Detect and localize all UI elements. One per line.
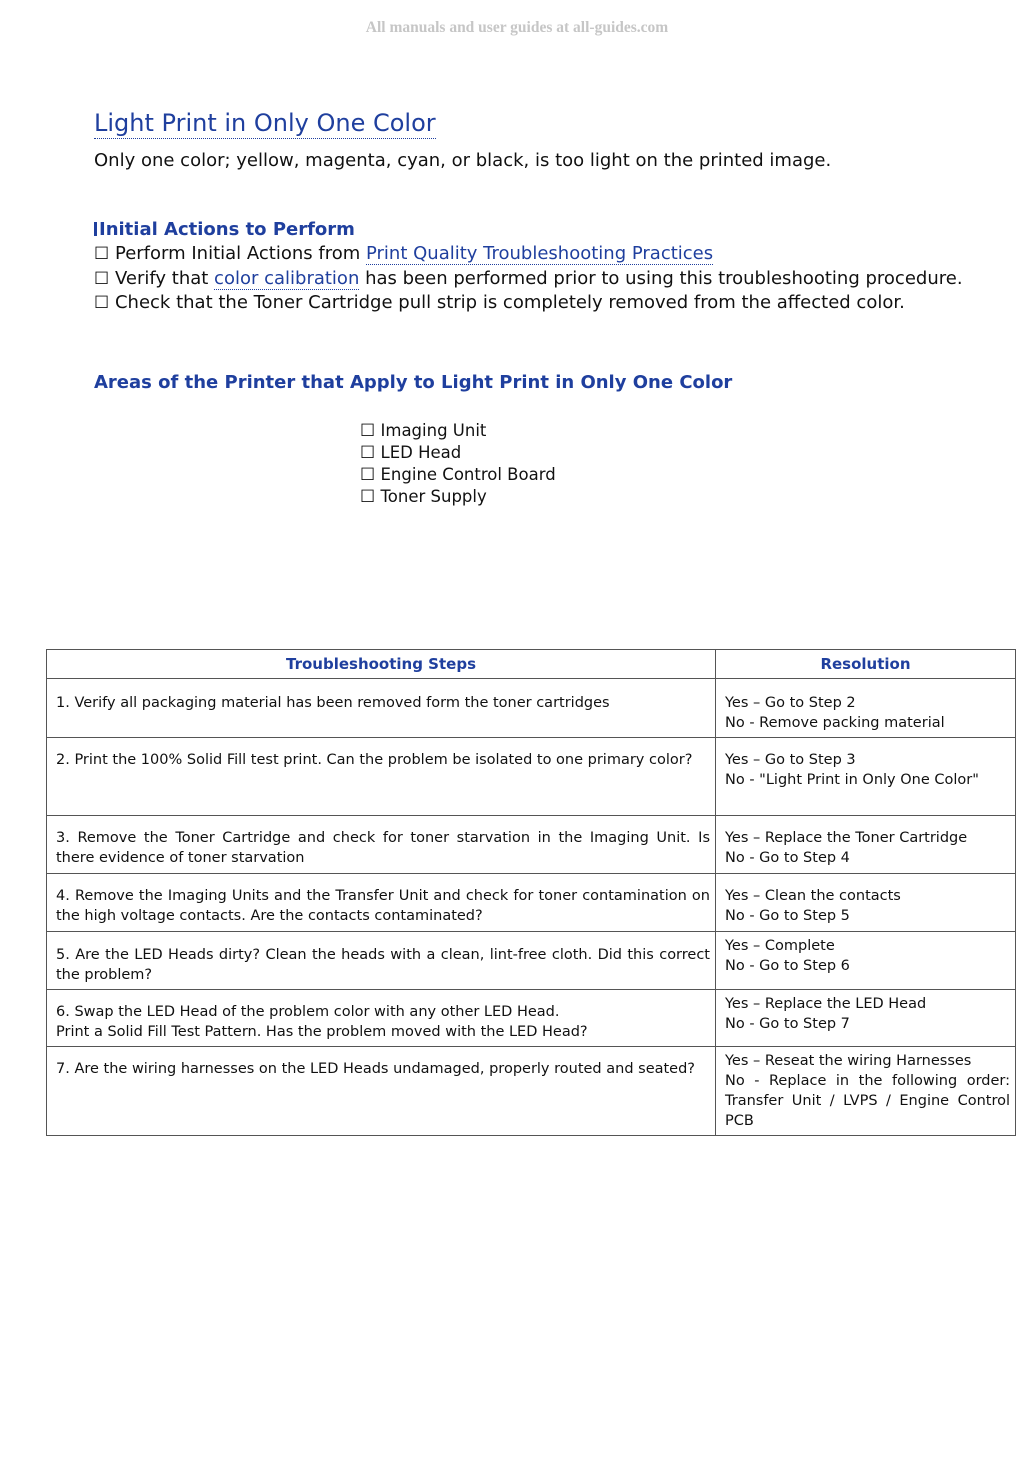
step-text: Print a Solid Fill Test Pattern. Has the problem moved with the LED Head? — [56, 1024, 588, 1040]
initial-actions-list — [94, 242, 963, 316]
checkbox-icon: ☐ — [94, 293, 110, 313]
troubleshooting-table — [46, 649, 1016, 1136]
initial-action-item — [94, 291, 963, 316]
step-cell — [47, 874, 716, 932]
initial-action-text: Perform Initial Actions from — [114, 243, 366, 264]
resolution-text: No - Replace in the following order: Transfer Unit / LVPS / Engine Control PCB — [725, 1073, 1010, 1129]
resolution-cell — [716, 1047, 1016, 1136]
initial-action-item — [94, 267, 963, 292]
checkbox-icon: ☐ — [360, 443, 376, 463]
step-text: 4. Remove the Imaging Units and the Transfer Unit and check for toner contamination on the high voltage contacts. Are the contacts contaminated? — [56, 888, 710, 924]
step-cell — [47, 738, 716, 816]
area-item-label: Engine Control Board — [380, 465, 556, 484]
area-item-label: Imaging Unit — [380, 421, 487, 440]
resolution-text: Yes – Complete — [725, 938, 835, 954]
table-row — [47, 679, 1016, 738]
column-header-resolution: Resolution — [716, 650, 1016, 679]
step-text: 3. Remove the Toner Cartridge and check for toner starvation in the Imaging Unit. Is there evidence of toner starvation — [56, 830, 710, 866]
step-cell — [47, 679, 716, 738]
area-item-label: Toner Supply — [380, 487, 487, 506]
table-row — [47, 738, 1016, 816]
initial-actions-heading-text: Initial Actions to Perform — [99, 219, 355, 240]
initial-action-text: has been performed prior to using this troubleshooting procedure. — [359, 267, 963, 289]
table-row — [47, 932, 1016, 990]
resolution-text: Yes – Replace the LED Head — [725, 996, 927, 1012]
resolution-text: Yes – Go to Step 2 — [725, 695, 856, 711]
page-subtitle: Only one color; yellow, magenta, cyan, or black, is too light on the printed image. — [94, 150, 832, 171]
heading-bar-icon — [94, 222, 97, 236]
areas-list — [360, 420, 556, 508]
resolution-text: Yes – Reseat the wiring Harnesses — [725, 1053, 972, 1069]
initial-action-text: Verify that — [114, 267, 215, 289]
page-title[interactable]: Light Print in Only One Color — [94, 109, 436, 137]
checkbox-icon: ☐ — [360, 421, 376, 441]
resolution-text: Yes – Replace the Toner Cartridge — [725, 830, 968, 846]
area-item — [360, 442, 556, 464]
table-row — [47, 816, 1016, 874]
watermark: All manuals and user guides at all-guides.com — [365, 19, 669, 36]
checkbox-icon: ☐ — [360, 487, 376, 507]
areas-heading: Areas of the Printer that Apply to Light Print in Only One Color — [94, 372, 733, 393]
resolution-text: No - "Light Print in Only One Color" — [725, 772, 979, 788]
step-text: 1. Verify all packaging material has been removed form the toner cartridges — [56, 695, 610, 711]
initial-actions-heading — [94, 219, 355, 240]
resolution-cell — [716, 679, 1016, 738]
table-header-row — [47, 650, 1016, 679]
initial-action-item — [94, 242, 963, 267]
checkbox-icon: ☐ — [94, 268, 110, 289]
resolution-cell — [716, 738, 1016, 816]
resolution-text: Yes – Clean the contacts — [725, 888, 901, 904]
step-text: 5. Are the LED Heads dirty? Clean the heads with a clean, lint-free cloth. Did this correct the problem? — [56, 947, 710, 983]
color-calibration-link[interactable]: color calibration — [214, 267, 360, 289]
column-header-steps: Troubleshooting Steps — [47, 650, 716, 679]
resolution-text: No - Remove packing material — [725, 715, 945, 731]
step-text: 7. Are the wiring harnesses on the LED Heads undamaged, properly routed and seated? — [56, 1061, 696, 1077]
step-text: 2. Print the 100% Solid Fill test print. Can the problem be isolated to one primary color? — [56, 752, 693, 768]
resolution-cell — [716, 932, 1016, 990]
area-item — [360, 420, 556, 442]
area-item-label: LED Head — [380, 443, 462, 462]
table-row — [47, 990, 1016, 1047]
resolution-text: No - Go to Step 5 — [725, 908, 850, 924]
resolution-cell — [716, 874, 1016, 932]
table-row — [47, 1047, 1016, 1136]
resolution-text: No - Go to Step 6 — [725, 958, 850, 974]
resolution-cell — [716, 990, 1016, 1047]
resolution-text: No - Go to Step 7 — [725, 1016, 850, 1032]
resolution-text: No - Go to Step 4 — [725, 850, 850, 866]
step-cell — [47, 932, 716, 990]
print-quality-link[interactable]: Print Quality Troubleshooting Practices — [365, 243, 714, 264]
resolution-cell — [716, 816, 1016, 874]
step-cell — [47, 816, 716, 874]
checkbox-icon: ☐ — [94, 244, 110, 264]
initial-action-text: Check that the Toner Cartridge pull strip is completely removed from the affected color. — [114, 292, 905, 313]
step-cell — [47, 990, 716, 1047]
resolution-text: Yes – Go to Step 3 — [725, 752, 856, 768]
area-item — [360, 464, 556, 486]
checkbox-icon: ☐ — [360, 465, 376, 485]
area-item — [360, 486, 556, 508]
table-row — [47, 874, 1016, 932]
step-text: 6. Swap the LED Head of the problem color with any other LED Head. — [56, 1004, 560, 1020]
step-cell — [47, 1047, 716, 1136]
